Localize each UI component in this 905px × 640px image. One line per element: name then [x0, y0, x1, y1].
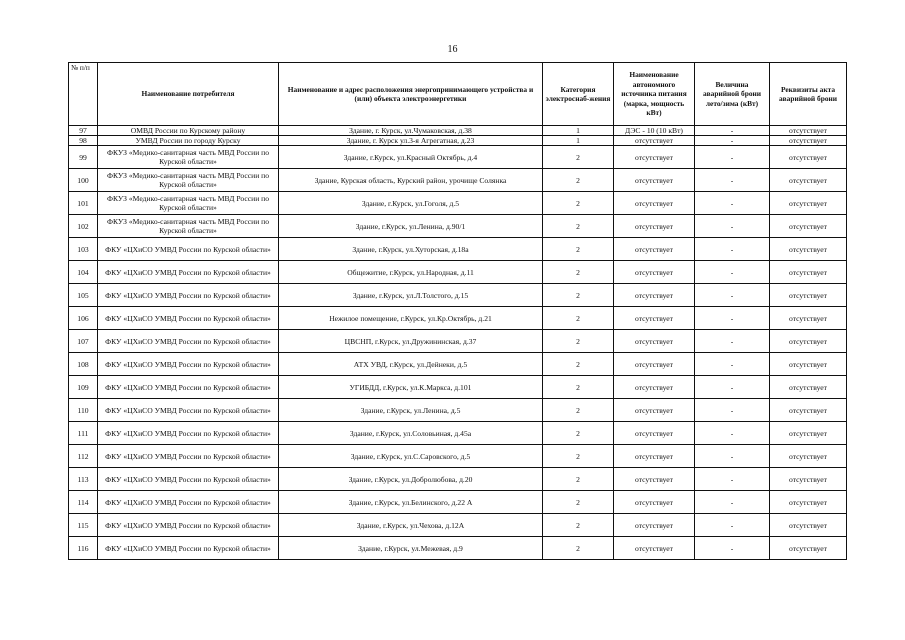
reserve-cell: - [695, 215, 770, 238]
category-cell: 2 [543, 399, 614, 422]
row-number: 111 [69, 422, 98, 445]
category-cell: 2 [543, 353, 614, 376]
table-row [69, 146, 847, 169]
object-cell: Здание, г.Курск, ул.Гоголя, д.5 [279, 192, 543, 215]
object-cell: Здание, г.Курск, ул.Красный Октябрь, д.4 [279, 146, 543, 169]
table-row [69, 330, 847, 353]
consumer-cell: ФКУ «ЦХиСО УМВД России по Курской области» [98, 514, 279, 537]
act-cell: отсутствует [770, 537, 847, 560]
reserve-cell: - [695, 192, 770, 215]
consumer-cell: ФКУ «ЦХиСО УМВД России по Курской области» [98, 284, 279, 307]
category-cell: 2 [543, 169, 614, 192]
row-number: 114 [69, 491, 98, 514]
row-number: 106 [69, 307, 98, 330]
act-cell: отсутствует [770, 238, 847, 261]
row-number: 98 [69, 136, 98, 146]
source-cell: отсутствует [614, 353, 695, 376]
table-row [69, 514, 847, 537]
category-cell: 2 [543, 491, 614, 514]
category-cell: 2 [543, 514, 614, 537]
object-cell: Здание, г.Курск, ул.Ленина, д.5 [279, 399, 543, 422]
object-cell: Нежилое помещение, г.Курск, ул.Кр.Октябрь, д.21 [279, 307, 543, 330]
table-row [69, 307, 847, 330]
reserve-cell: - [695, 445, 770, 468]
reserve-cell: - [695, 422, 770, 445]
header-source: Наименование автономного источника питания (марка, мощность кВт) [614, 63, 695, 126]
source-cell: отсутствует [614, 307, 695, 330]
consumer-cell: ФКУ «ЦХиСО УМВД России по Курской области» [98, 376, 279, 399]
consumer-cell: ФКУ «ЦХиСО УМВД России по Курской области» [98, 445, 279, 468]
row-number: 99 [69, 146, 98, 169]
row-number: 110 [69, 399, 98, 422]
table-row [69, 399, 847, 422]
reserve-cell: - [695, 353, 770, 376]
header-num: № п/п [69, 63, 98, 126]
category-cell: 1 [543, 136, 614, 146]
consumer-cell: ФКУ «ЦХиСО УМВД России по Курской области» [98, 330, 279, 353]
object-cell: Здание, Курская область, Курский район, урочище Солянка [279, 169, 543, 192]
source-cell: отсутствует [614, 169, 695, 192]
act-cell: отсутствует [770, 169, 847, 192]
consumer-cell: ФКУ «ЦХиСО УМВД России по Курской области» [98, 422, 279, 445]
object-cell: АТХ УВД, г.Курск, ул.Дейнеки, д.5 [279, 353, 543, 376]
category-cell: 2 [543, 376, 614, 399]
source-cell: отсутствует [614, 330, 695, 353]
category-cell: 2 [543, 284, 614, 307]
row-number: 112 [69, 445, 98, 468]
consumer-cell: ФКУ «ЦХиСО УМВД России по Курской области» [98, 537, 279, 560]
source-cell: ДЭС - 10 (10 кВт) [614, 126, 695, 136]
table-row [69, 468, 847, 491]
object-cell: Здание, г.Курск, ул.Ленина, д.90/1 [279, 215, 543, 238]
category-cell: 2 [543, 468, 614, 491]
consumer-cell: ФКУ «ЦХиСО УМВД России по Курской области» [98, 307, 279, 330]
page-number: 16 [447, 44, 458, 55]
row-number: 116 [69, 537, 98, 560]
source-cell: отсутствует [614, 136, 695, 146]
object-cell: ЦВСНП, г.Курск, ул.Дружининская, д.37 [279, 330, 543, 353]
object-cell: Здание, г. Курск ул.3-я Агрегатная, д.23 [279, 136, 543, 146]
header-category: Категория электроснаб-жения [543, 63, 614, 126]
row-number: 102 [69, 215, 98, 238]
row-number: 109 [69, 376, 98, 399]
consumer-cell: ФКУЗ «Медико-санитарная часть МВД России по Курской области» [98, 215, 279, 238]
act-cell: отсутствует [770, 399, 847, 422]
header-act: Реквизиты акта аварийной брони [770, 63, 847, 126]
reserve-cell: - [695, 169, 770, 192]
source-cell: отсутствует [614, 261, 695, 284]
consumer-cell: ФКУ «ЦХиСО УМВД России по Курской области» [98, 468, 279, 491]
row-number: 104 [69, 261, 98, 284]
consumer-cell: ФКУ «ЦХиСО УМВД России по Курской области» [98, 491, 279, 514]
row-number: 107 [69, 330, 98, 353]
row-number: 101 [69, 192, 98, 215]
act-cell: отсутствует [770, 353, 847, 376]
source-cell: отсутствует [614, 537, 695, 560]
consumer-cell: ФКУ «ЦХиСО УМВД России по Курской области» [98, 261, 279, 284]
act-cell: отсутствует [770, 376, 847, 399]
consumer-cell: ФКУЗ «Медико-санитарная часть МВД России по Курской области» [98, 146, 279, 169]
source-cell: отсутствует [614, 468, 695, 491]
consumer-cell: ФКУЗ «Медико-санитарная часть МВД России по Курской области» [98, 169, 279, 192]
category-cell: 2 [543, 445, 614, 468]
table-row [69, 422, 847, 445]
act-cell: отсутствует [770, 215, 847, 238]
row-number: 113 [69, 468, 98, 491]
source-cell: отсутствует [614, 399, 695, 422]
category-cell: 2 [543, 261, 614, 284]
object-cell: Здание, г. Курск, ул.Чумаковская, д.38 [279, 126, 543, 136]
table-header-row [69, 63, 847, 126]
table-row [69, 376, 847, 399]
source-cell: отсутствует [614, 146, 695, 169]
table-row [69, 238, 847, 261]
object-cell: Общежитие, г.Курск, ул.Народная, д.11 [279, 261, 543, 284]
source-cell: отсутствует [614, 284, 695, 307]
source-cell: отсутствует [614, 491, 695, 514]
source-cell: отсутствует [614, 192, 695, 215]
source-cell: отсутствует [614, 422, 695, 445]
source-cell: отсутствует [614, 215, 695, 238]
reserve-cell: - [695, 284, 770, 307]
source-cell: отсутствует [614, 514, 695, 537]
act-cell: отсутствует [770, 422, 847, 445]
reserve-cell: - [695, 537, 770, 560]
act-cell: отсутствует [770, 261, 847, 284]
table-row [69, 284, 847, 307]
consumer-cell: ФКУ «ЦХиСО УМВД России по Курской области» [98, 399, 279, 422]
object-cell: Здание, г.Курск, ул.С.Саровского, д.5 [279, 445, 543, 468]
category-cell: 2 [543, 215, 614, 238]
act-cell: отсутствует [770, 192, 847, 215]
row-number: 100 [69, 169, 98, 192]
consumer-cell: ФКУЗ «Медико-санитарная часть МВД России по Курской области» [98, 192, 279, 215]
reserve-cell: - [695, 330, 770, 353]
consumer-cell: ФКУ «ЦХиСО УМВД России по Курской области» [98, 353, 279, 376]
consumer-table [68, 62, 847, 560]
act-cell: отсутствует [770, 284, 847, 307]
header-object: Наименование и адрес расположения энергопринимающего устройства и (или) объекта электроэнергетики [279, 63, 543, 126]
row-number: 105 [69, 284, 98, 307]
category-cell: 2 [543, 537, 614, 560]
table-row [69, 169, 847, 192]
row-number: 97 [69, 126, 98, 136]
table-row [69, 192, 847, 215]
act-cell: отсутствует [770, 126, 847, 136]
act-cell: отсутствует [770, 330, 847, 353]
table-row [69, 126, 847, 136]
consumer-cell: ФКУ «ЦХиСО УМВД России по Курской области» [98, 238, 279, 261]
source-cell: отсутствует [614, 445, 695, 468]
reserve-cell: - [695, 238, 770, 261]
category-cell: 2 [543, 238, 614, 261]
object-cell: Здание, г.Курск, ул.Л.Толстого, д.15 [279, 284, 543, 307]
category-cell: 2 [543, 307, 614, 330]
object-cell: Здание, г.Курск, ул.Хуторская, д.18а [279, 238, 543, 261]
object-cell: Здание, г.Курск, ул.Белинского, д.22 А [279, 491, 543, 514]
reserve-cell: - [695, 376, 770, 399]
header-reserve: Величина аварийной брони лето/зима (кВт) [695, 63, 770, 126]
object-cell: Здание, г.Курск, ул.Соловьиная, д.45а [279, 422, 543, 445]
row-number: 108 [69, 353, 98, 376]
reserve-cell: - [695, 126, 770, 136]
table-row [69, 491, 847, 514]
object-cell: Здание, г.Курск, ул.Добролюбова, д.20 [279, 468, 543, 491]
reserve-cell: - [695, 261, 770, 284]
act-cell: отсутствует [770, 468, 847, 491]
act-cell: отсутствует [770, 307, 847, 330]
act-cell: отсутствует [770, 491, 847, 514]
row-number: 103 [69, 238, 98, 261]
act-cell: отсутствует [770, 514, 847, 537]
source-cell: отсутствует [614, 238, 695, 261]
consumer-cell: ОМВД России по Курскому району [98, 126, 279, 136]
act-cell: отсутствует [770, 136, 847, 146]
table-row [69, 353, 847, 376]
reserve-cell: - [695, 514, 770, 537]
act-cell: отсутствует [770, 146, 847, 169]
reserve-cell: - [695, 468, 770, 491]
category-cell: 2 [543, 192, 614, 215]
source-cell: отсутствует [614, 376, 695, 399]
header-consumer: Наименование потребителя [98, 63, 279, 126]
act-cell: отсутствует [770, 445, 847, 468]
category-cell: 2 [543, 422, 614, 445]
reserve-cell: - [695, 146, 770, 169]
reserve-cell: - [695, 136, 770, 146]
table-row [69, 261, 847, 284]
reserve-cell: - [695, 399, 770, 422]
object-cell: УГИБДД, г.Курск, ул.К.Маркса, д.101 [279, 376, 543, 399]
consumer-cell: УМВД России по городу Курску [98, 136, 279, 146]
object-cell: Здание, г.Курск, ул.Межевая, д.9 [279, 537, 543, 560]
category-cell: 2 [543, 146, 614, 169]
table-row [69, 215, 847, 238]
table-row [69, 445, 847, 468]
table-row [69, 136, 847, 146]
category-cell: 1 [543, 126, 614, 136]
reserve-cell: - [695, 307, 770, 330]
reserve-cell: - [695, 491, 770, 514]
table-row [69, 537, 847, 560]
category-cell: 2 [543, 330, 614, 353]
object-cell: Здание, г.Курск, ул.Чехова, д.12А [279, 514, 543, 537]
row-number: 115 [69, 514, 98, 537]
